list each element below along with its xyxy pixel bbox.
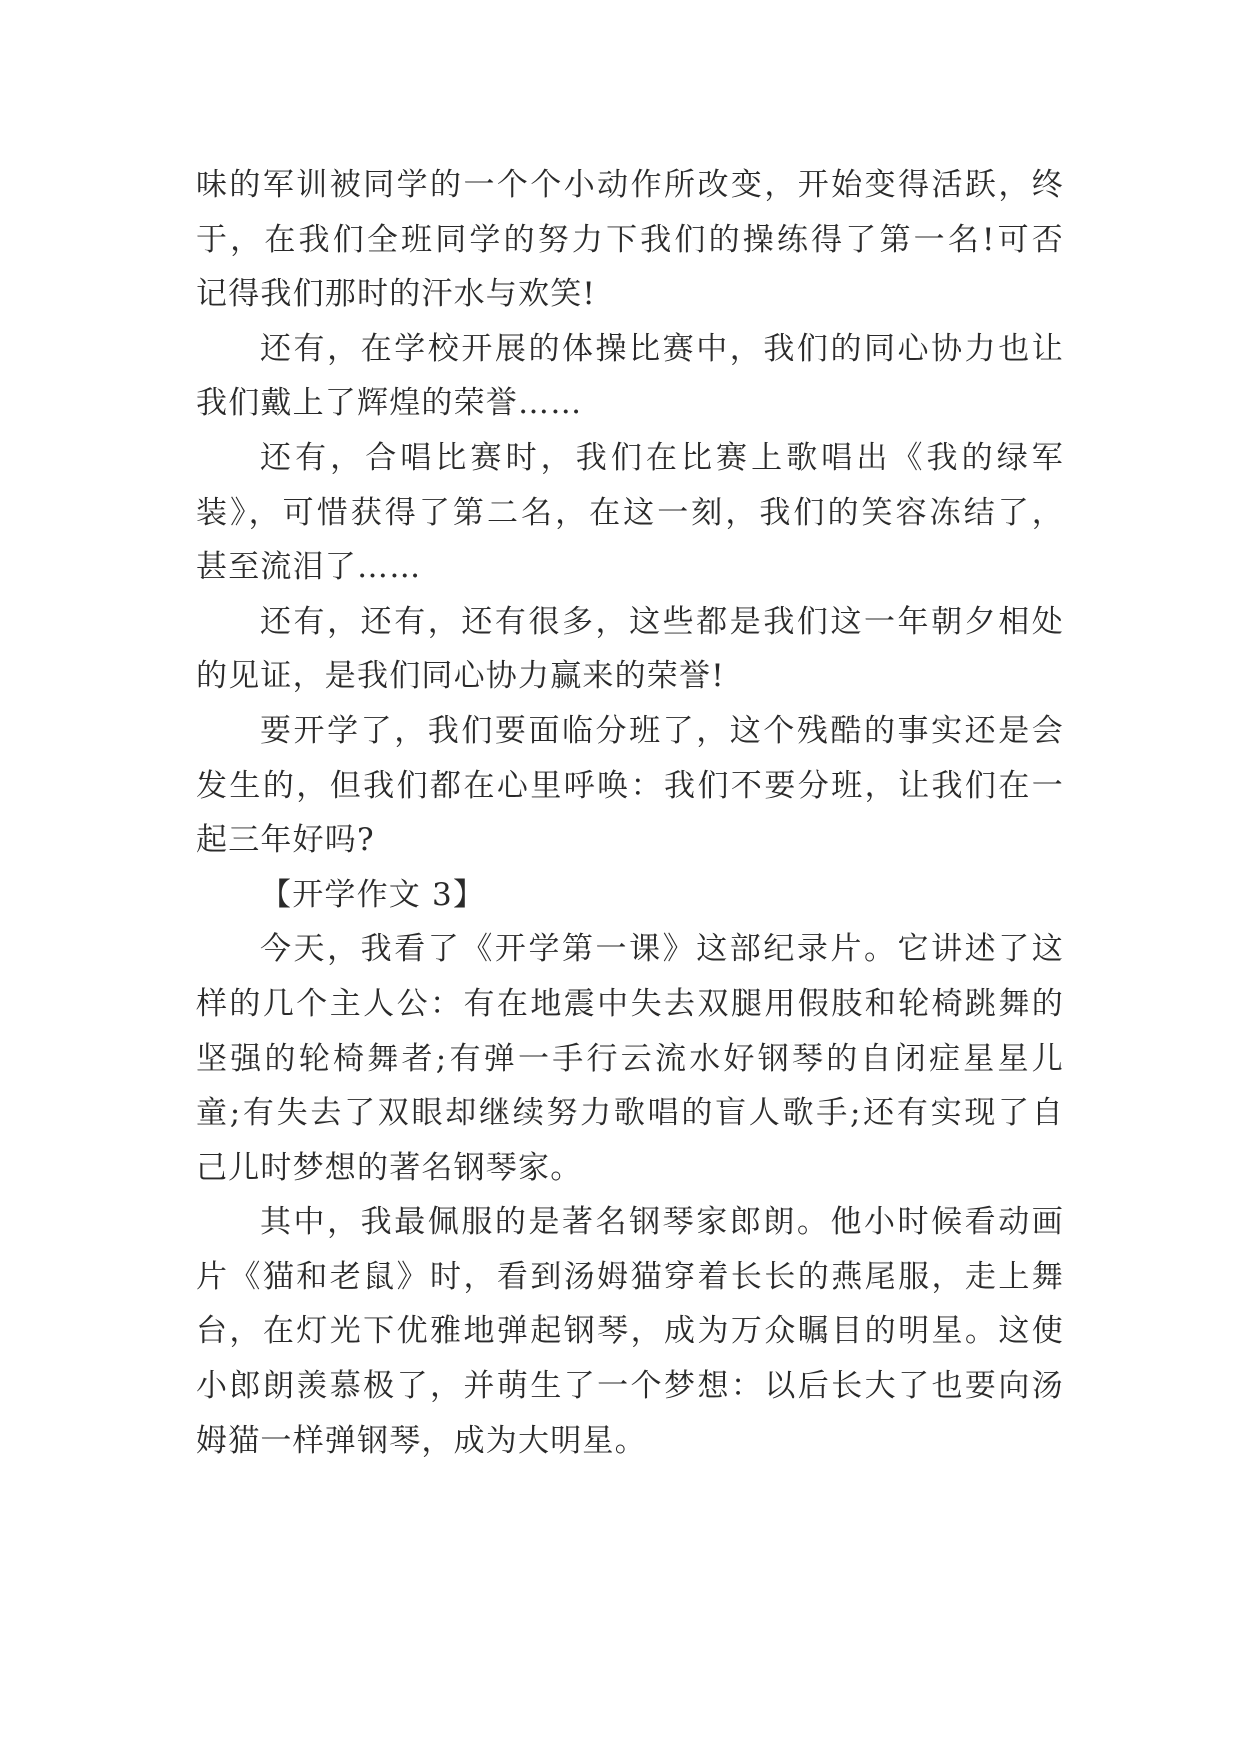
text-line: 装》，可惜获得了第二名，在这一刻，我们的笑容冻结了，: [196, 494, 1064, 531]
paragraph: [196, 704, 1064, 868]
text-line: 起三年好吗?: [196, 822, 375, 859]
text-line: 坚强的轮椅舞者;有弹一手行云流水好钢琴的自闭症星星儿: [196, 1040, 1064, 1077]
paragraph: [196, 595, 1064, 704]
text-line: 其中，我最佩服的是著名钢琴家郎朗。他小时候看动画: [260, 1204, 1064, 1241]
text-line: 甚至流泪了……: [196, 549, 422, 586]
text-line: 要开学了，我们要面临分班了，这个残酷的事实还是会: [260, 712, 1064, 749]
document-body: [196, 158, 1064, 1468]
text-line: 还有，还有，还有很多，这些都是我们这一年朝夕相处: [260, 603, 1064, 640]
text-line: 记得我们那时的汗水与欢笑!: [196, 276, 597, 313]
text-line: 童;有失去了双眼却继续努力歌唱的盲人歌手;还有实现了自: [196, 1095, 1064, 1132]
text-line: 己儿时梦想的著名钢琴家。: [196, 1149, 583, 1186]
text-line: 还有，在学校开展的体操比赛中，我们的同心协力也让: [260, 330, 1064, 367]
section-heading: [196, 868, 1064, 923]
paragraph: [196, 1195, 1064, 1468]
text-line: 今天，我看了《开学第一课》这部纪录片。它讲述了这: [260, 931, 1064, 968]
text-line: 发生的，但我们都在心里呼唤：我们不要分班，让我们在一: [196, 767, 1064, 804]
text-line: 于，在我们全班同学的努力下我们的操练得了第一名!可否: [196, 221, 1064, 258]
text-line: 的见证，是我们同心协力赢来的荣誉!: [196, 658, 725, 695]
section-heading-text: 【开学作文 3】: [260, 876, 486, 913]
text-line: 样的几个主人公：有在地震中失去双腿用假肢和轮椅跳舞的: [196, 985, 1064, 1022]
text-line: 还有，合唱比赛时，我们在比赛上歌唱出《我的绿军: [260, 439, 1064, 476]
paragraph: [196, 322, 1064, 431]
paragraph: [196, 158, 1064, 322]
paragraph: [196, 922, 1064, 1195]
text-line: 小郎朗羡慕极了，并萌生了一个梦想：以后长大了也要向汤: [196, 1368, 1064, 1405]
text-line: 味的军训被同学的一个个小动作所改变，开始变得活跃，终: [196, 167, 1064, 203]
paragraph: [196, 431, 1064, 595]
text-line: 台，在灯光下优雅地弹起钢琴，成为万众瞩目的明星。这使: [196, 1313, 1064, 1350]
text-line: 片《猫和老鼠》时，看到汤姆猫穿着长长的燕尾服，走上舞: [196, 1258, 1064, 1295]
text-line: 姆猫一样弹钢琴，成为大明星。: [196, 1422, 647, 1459]
text-line: 我们戴上了辉煌的荣誉……: [196, 385, 583, 422]
